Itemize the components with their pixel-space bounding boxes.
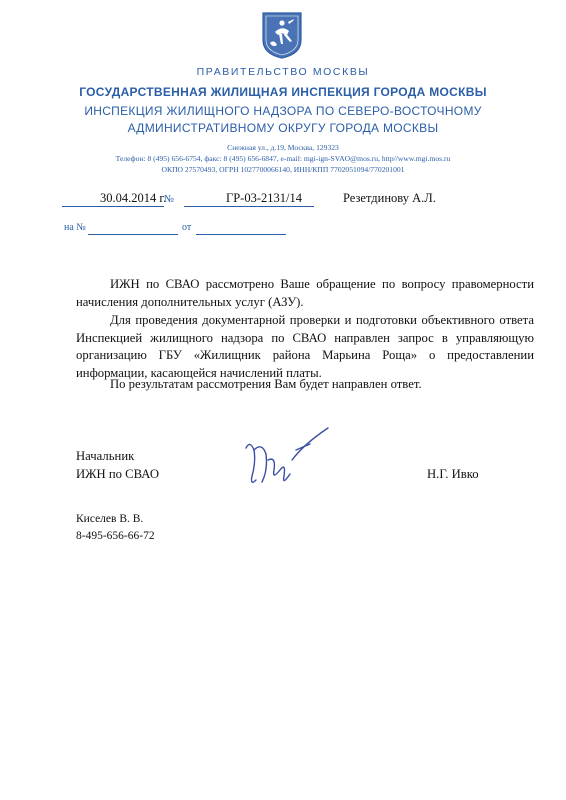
handwritten-signature: [232, 420, 342, 500]
date-underline: [62, 206, 164, 207]
signatory-name: Н.Г. Ивко: [427, 467, 479, 481]
executor-name: Киселев В. В.: [76, 513, 144, 525]
inspection-subtitle-line2: АДМИНИСТРАТИВНОМУ ОКРУГУ ГОРОДА МОСКВЫ: [127, 121, 439, 135]
reference-date-underline: [196, 234, 286, 235]
government-title: ПРАВИТЕЛЬСТВО МОСКВЫ: [196, 66, 370, 78]
address: Снежная ул., д.19, Москва, 129323: [227, 143, 339, 152]
number-sign: №: [164, 194, 175, 205]
reference-number-underline: [88, 234, 178, 235]
letter-number: ГР-03-2131/14: [226, 191, 302, 205]
inspection-subtitle-line1: ИНСПЕКЦИЯ ЖИЛИЩНОГО НАДЗОРА ПО СЕВЕРО-ВОСТОЧНОМУ: [84, 104, 482, 118]
letter-date: 30.04.2014 г.: [100, 191, 167, 205]
signatory-title-line2: ИЖН по СВАО: [76, 467, 159, 481]
number-underline: [184, 206, 314, 207]
inspection-main-title: ГОСУДАРСТВЕННАЯ ЖИЛИЩНАЯ ИНСПЕКЦИЯ ГОРОДА МОСКВЫ: [79, 85, 487, 99]
registration-codes: ОКПО 27570493, ОГРН 1027700066140, ИНН/КПП 7702051094/770201001: [161, 165, 405, 174]
reference-label: на №: [64, 222, 86, 233]
signatory-title-line1: Начальник: [76, 449, 135, 463]
body-paragraph-3: По результатам рассмотрения Вам будет направлен ответ.: [110, 377, 422, 391]
contacts: Телефон: 8 (495) 656-6754, факс: 8 (495) 656-6847, e-mail: mgi-ign-SVAO@mos.ru, http//www.mgi.mos.ru: [115, 154, 451, 163]
body-paragraph-2: Для проведения документарной проверки и подготовки объективного ответа Инспекцией жилищного надзора по СВАО направлен запрос в управляющую организацию ГБУ «Жилищник района Марьина Роща» о предоставлении информации, касающейся начислений платы.: [76, 313, 534, 380]
reference-from-label: от: [182, 222, 192, 233]
executor-phone: 8-495-656-66-72: [76, 530, 155, 542]
addressee: Резетдинову А.Л.: [343, 191, 436, 205]
moscow-coat-of-arms-icon: [260, 10, 304, 60]
body-paragraph-1: ИЖН по СВАО рассмотрено Ваше обращение по вопросу правомерности начисления дополнительных услуг (АЗУ).: [76, 277, 534, 309]
